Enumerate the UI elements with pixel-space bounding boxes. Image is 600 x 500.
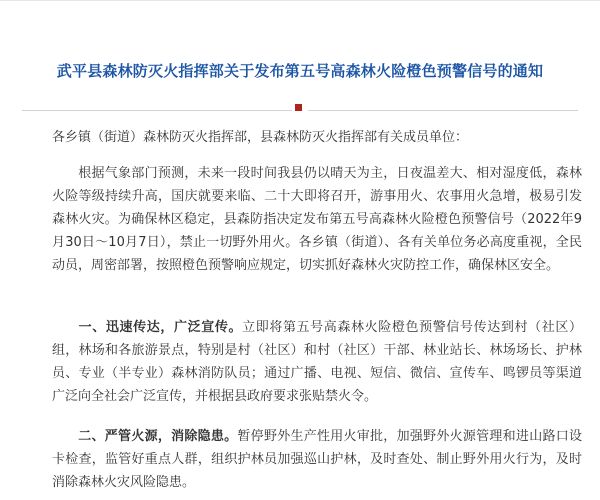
section-2-heading: 二、严管火源，消除隐患。 xyxy=(78,429,238,444)
top-border xyxy=(0,0,600,1)
title-divider xyxy=(22,104,578,112)
article-title: 武平县森林防灭火指挥部关于发布第五号高森林火险橙色预警信号的通知 xyxy=(56,62,544,81)
section-1-heading: 一、迅速传达，广泛宣传。 xyxy=(78,320,243,335)
section-2 xyxy=(52,425,582,494)
paragraph-intro-text: 根据气象部门预测，未来一段时间我县仍以晴天为主，日夜温差大、相对湿度低，森林火险等级持续升高，国庆就要来临、二十大即将召开，游事用火、农事用火急增，极易引发森林火灾。为确保林区稳定，县森防指决定发布第五号高森林火险橙色预警信号（2022年9月30日～10月7日），禁止一切野外用火。各乡镇（街道）、各有关单位务必高度重视，全民动员，周密部署，按照橙色预警响应规定，切实抓好森林火灾防控工作，确保林区安全。 xyxy=(52,166,582,273)
salutation: 各乡镇（街道）森林防灭火指挥部，县森林防灭火指挥部有关成员单位： xyxy=(52,130,469,145)
paragraph-intro xyxy=(52,162,582,277)
section-2-body: 暂停野外生产性用火审批，加强野外火源管理和进山路口设卡检查，监管好重点人群，组织护林员加强巡山护林，及时查处、制止野外用火行为，及时消除森林火灾风险隐患。 xyxy=(52,429,582,490)
section-1 xyxy=(52,316,582,408)
section-1-body: 立即将第五号高森林火险橙色预警信号传达到村（社区）组，林场和各旅游景点，特别是村（社区）和村（社区）干部、林业站长、林场场长、护林员、专业（半专业）森林消防队员；通过广播、电视、短信、微信、宣传车、鸣锣员等渠道广泛向全社会广泛宣传，并根据县政府要求张贴禁火令。 xyxy=(52,320,582,404)
divider-square-icon xyxy=(295,104,302,111)
divider-line-right xyxy=(308,110,578,111)
divider-line-left xyxy=(22,110,292,111)
